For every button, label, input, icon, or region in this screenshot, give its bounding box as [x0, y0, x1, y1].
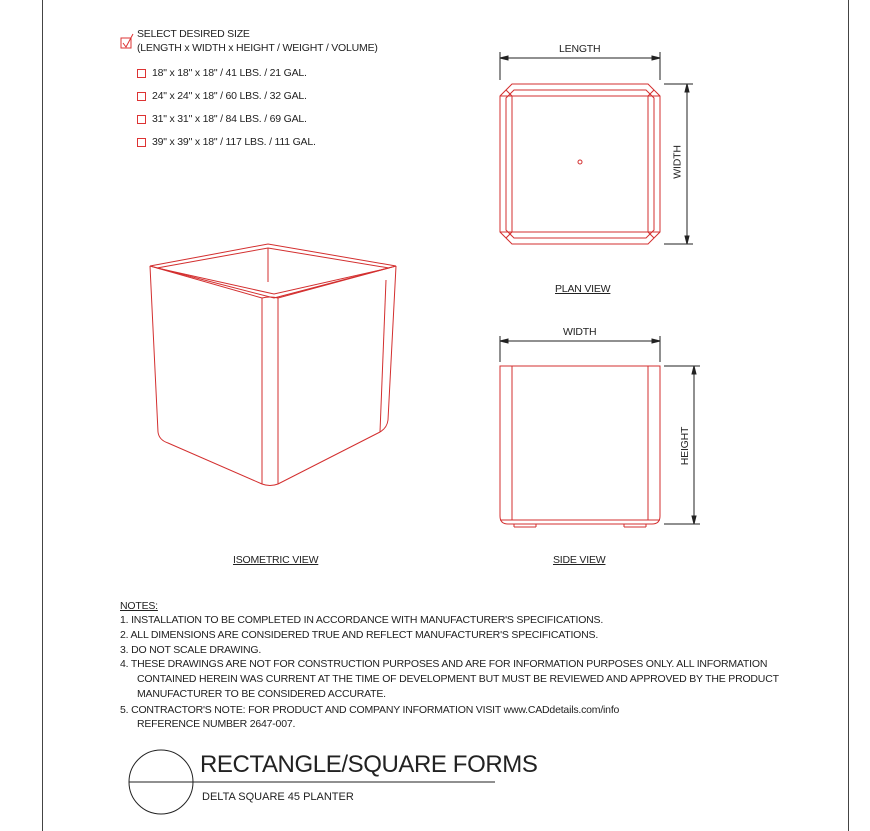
size-option-checkbox-31[interactable]	[137, 115, 146, 124]
size-option-label-31: 31" x 31" x 18" / 84 LBS. / 69 GAL.	[152, 113, 307, 125]
plan-length-dimension	[500, 52, 660, 80]
plan-length-label: LENGTH	[559, 43, 601, 55]
notes-heading: NOTES:	[120, 600, 158, 612]
drawing-subtitle: DELTA SQUARE 45 PLANTER	[202, 791, 354, 803]
plan-view-drawing	[500, 84, 660, 244]
size-option-label-18: 18" x 18" x 18" / 41 LBS. / 21 GAL.	[152, 67, 307, 79]
select-checked-icon	[121, 34, 133, 48]
isometric-view-drawing	[150, 244, 396, 486]
size-option-label-39: 39" x 39" x 18" / 117 LBS. / 111 GAL.	[152, 136, 316, 148]
select-size-title: SELECT DESIRED SIZE	[137, 28, 250, 40]
note-line: CONTAINED HEREIN WAS CURRENT AT THE TIME OF DEVELOPMENT BUT MUST BE REVIEWED AND APPROVED BY THE PRODUCT	[137, 673, 779, 685]
note-line: MANUFACTURER TO BE CONSIDERED ACCURATE.	[137, 688, 386, 700]
note-line: 4. THESE DRAWINGS ARE NOT FOR CONSTRUCTION PURPOSES AND ARE FOR INFORMATION PURPOSES ONLY. ALL INFORMATION	[120, 658, 768, 670]
side-width-label: WIDTH	[563, 326, 597, 338]
note-line: REFERENCE NUMBER 2647-007.	[137, 718, 296, 730]
note-line: 1. INSTALLATION TO BE COMPLETED IN ACCORDANCE WITH MANUFACTURER'S SPECIFICATIONS.	[120, 614, 604, 626]
plan-width-label: WIDTH	[671, 145, 684, 179]
side-width-dimension	[500, 336, 660, 362]
size-option-checkbox-39[interactable]	[137, 138, 146, 147]
size-option-checkbox-18[interactable]	[137, 69, 146, 78]
note-line: 5. CONTRACTOR'S NOTE: FOR PRODUCT AND COMPANY INFORMATION VISIT www.CADdetails.com/info	[120, 704, 620, 716]
side-height-label: HEIGHT	[679, 426, 692, 466]
isometric-view-caption: ISOMETRIC VIEW	[233, 554, 319, 566]
side-view-drawing	[500, 366, 660, 527]
note-line: 3. DO NOT SCALE DRAWING.	[120, 644, 262, 656]
plan-view-caption: PLAN VIEW	[555, 283, 611, 295]
drawing-title: RECTANGLE/SQUARE FORMS	[200, 751, 538, 778]
note-line: 2. ALL DIMENSIONS ARE CONSIDERED TRUE AND REFLECT MANUFACTURER'S SPECIFICATIONS.	[120, 629, 599, 641]
size-option-checkbox-24[interactable]	[137, 92, 146, 101]
size-option-label-24: 24" x 24" x 18" / 60 LBS. / 32 GAL.	[152, 90, 307, 102]
side-view-caption: SIDE VIEW	[553, 554, 606, 566]
select-size-subtitle: (LENGTH x WIDTH x HEIGHT / WEIGHT / VOLUME)	[137, 42, 378, 54]
